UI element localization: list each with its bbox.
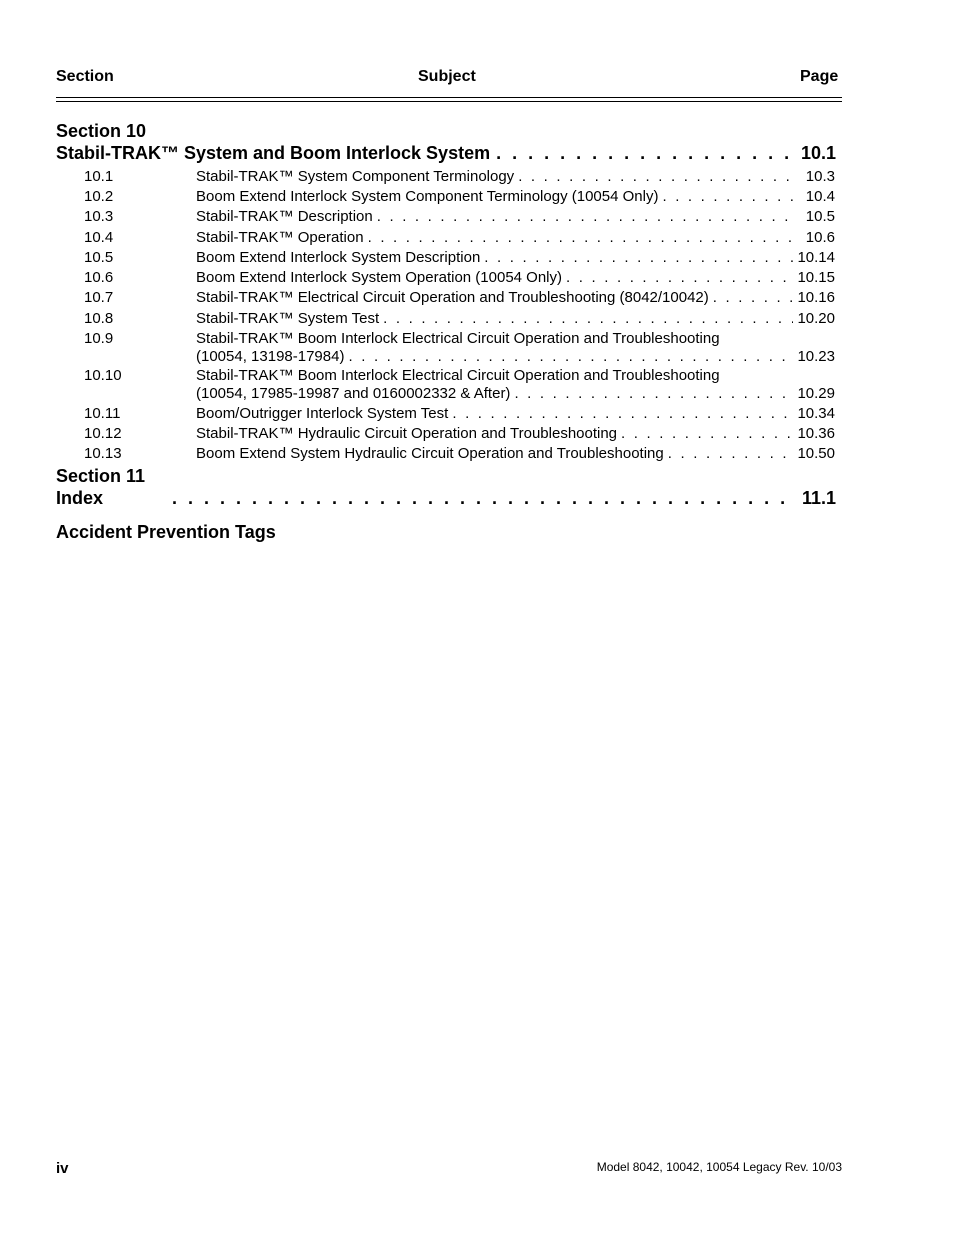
header-divider-bottom [56,101,842,102]
dot-leader [368,229,793,247]
dot-leader [518,168,793,186]
toc-entry[interactable] [84,229,835,247]
toc-entry[interactable] [84,168,835,186]
dot-leader [172,488,794,509]
toc-entry-title: Stabil-TRAK™ System Test [196,310,380,327]
toc-entry-number: 10.3 [84,208,114,225]
section-10-page: 10.1 [800,143,836,163]
toc-entry-title: Stabil-TRAK™ System Component Terminology [196,168,515,185]
dot-leader [348,348,793,366]
toc-entry-title: Boom Extend Interlock System Operation (10054 Only) [196,269,563,286]
toc-entry-number: 10.11 [84,405,121,422]
section-10-title: Stabil-TRAK™ System and Boom Interlock System [56,143,491,163]
dot-leader [668,445,793,463]
footer-page-number: iv [56,1160,69,1177]
toc-entry-title: Boom/Outrigger Interlock System Test [196,405,449,422]
section-11-title: Index [56,488,104,508]
column-header-page: Page [800,68,839,85]
toc-entry[interactable] [84,310,835,328]
toc-entry-title: Boom Extend System Hydraulic Circuit Operation and Troubleshooting [196,445,664,462]
toc-entry-number: 10.10 [84,367,122,384]
dot-leader [377,208,793,226]
toc-entry-title: Stabil-TRAK™ Electrical Circuit Operation and Troubleshooting (8042/10042) [196,289,709,306]
toc-entry-page: 10.29 [797,385,835,402]
toc-entry-page: 10.6 [805,229,835,246]
toc-entry[interactable] [84,330,835,366]
header-divider-top [56,97,842,98]
toc-entry[interactable] [84,249,835,267]
toc-entry-page: 10.23 [797,348,835,365]
dot-leader [621,425,793,443]
toc-entry-number: 10.8 [84,310,114,327]
toc-entry-page: 10.34 [797,405,835,422]
toc-entry-number: 10.5 [84,249,114,266]
toc-entry-page: 10.3 [805,168,835,185]
dot-leader [662,188,793,206]
toc-entry-page: 10.15 [797,269,835,286]
dot-leader [452,405,793,423]
dot-leader [566,269,793,287]
toc-entry-number: 10.2 [84,188,114,205]
toc-entry-page: 10.20 [797,310,835,327]
dot-leader [496,143,793,164]
toc-entry-page: 10.14 [797,249,835,266]
toc-entry-title: Stabil-TRAK™ Boom Interlock Electrical Circuit Operation and Troubleshooting [196,367,720,384]
toc-entry-title: Stabil-TRAK™ Operation [196,229,364,246]
dot-leader [514,385,793,403]
toc-entry-number: 10.6 [84,269,114,286]
toc-entry[interactable] [84,425,835,443]
toc-entry-number: 10.9 [84,330,114,347]
toc-entry[interactable] [84,208,835,226]
toc-entry-title: (10054, 13198-17984) [196,348,345,365]
toc-entry[interactable] [84,269,835,287]
dot-leader [713,289,793,307]
section-10-label: Section 10 [56,121,147,141]
toc-entry-page: 10.16 [797,289,835,306]
dot-leader [484,249,793,267]
section-10-title-row[interactable] [56,143,836,164]
toc-entry[interactable] [84,445,835,463]
toc-entry-number: 10.1 [84,168,114,185]
toc-entry-title: Stabil-TRAK™ Boom Interlock Electrical Circuit Operation and Troubleshooting [196,330,720,347]
toc-entry-number: 10.12 [84,425,122,442]
accident-prevention-tags-heading[interactable]: Accident Prevention Tags [56,522,276,542]
section-11-title-row[interactable] [56,488,836,509]
column-header-subject: Subject [418,68,476,85]
toc-entry[interactable] [84,405,835,423]
section-11-page: 11.1 [801,488,836,508]
toc-entry-number: 10.13 [84,445,122,462]
section-11-label: Section 11 [56,466,146,486]
footer-model-revision: Model 8042, 10042, 10054 Legacy Rev. 10/03 [596,1160,842,1174]
toc-entry-title: Stabil-TRAK™ Description [196,208,373,225]
dot-leader [383,310,793,328]
toc-entry-page: 10.36 [797,425,835,442]
toc-entry-page: 10.50 [797,445,835,462]
toc-entry-title: Stabil-TRAK™ Hydraulic Circuit Operation and Troubleshooting [196,425,618,442]
toc-entry[interactable] [84,367,835,403]
toc-entry-page: 10.5 [805,208,835,225]
toc-entry-number: 10.7 [84,289,114,306]
toc-entry[interactable] [84,289,835,307]
toc-entry-page: 10.4 [805,188,835,205]
toc-entry-title: Boom Extend Interlock System Component Terminology (10054 Only) [196,188,659,205]
toc-entry-title: (10054, 17985-19987 and 0160002332 & After) [196,385,511,402]
toc-entry-number: 10.4 [84,229,114,246]
toc-entry[interactable] [84,188,835,206]
column-header-section: Section [56,68,114,85]
toc-entry-title: Boom Extend Interlock System Description [196,249,481,266]
